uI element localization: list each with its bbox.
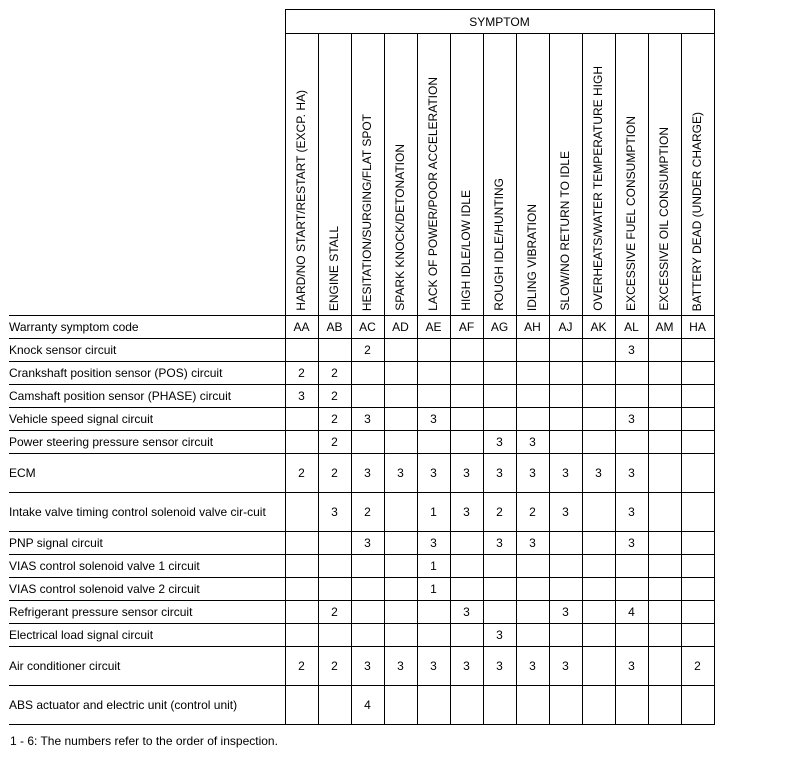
inspection-order-cell	[648, 408, 681, 431]
inspection-order-cell: 3	[450, 454, 483, 493]
inspection-order-cell	[681, 385, 714, 408]
symptom-code-cell: AE	[417, 316, 450, 339]
inspection-order-cell	[615, 578, 648, 601]
symptom-matrix-table	[9, 9, 715, 725]
symptom-column-header	[384, 34, 417, 316]
inspection-order-cell	[285, 532, 318, 555]
footnote: 1 - 6: The numbers refer to the order of inspection.	[10, 734, 278, 748]
inspection-order-cell: 3	[384, 647, 417, 686]
inspection-order-cell	[450, 385, 483, 408]
inspection-order-cell	[285, 408, 318, 431]
inspection-order-cell	[516, 408, 549, 431]
row-label: Camshaft position sensor (PHASE) circuit	[9, 385, 285, 408]
inspection-order-cell: 2	[285, 362, 318, 385]
inspection-order-cell	[417, 385, 450, 408]
inspection-order-cell: 3	[417, 647, 450, 686]
inspection-order-cell	[285, 578, 318, 601]
symptom-code-cell: AG	[483, 316, 516, 339]
inspection-order-cell: 3	[549, 493, 582, 532]
symptom-label: BATTERY DEAD (UNDER CHARGE)	[690, 111, 704, 311]
table-row	[9, 339, 714, 362]
inspection-order-cell	[549, 555, 582, 578]
inspection-order-cell: 3	[318, 493, 351, 532]
table-row	[9, 555, 714, 578]
inspection-order-cell: 3	[516, 431, 549, 454]
inspection-order-cell	[483, 686, 516, 725]
inspection-order-cell	[285, 555, 318, 578]
inspection-order-cell	[318, 686, 351, 725]
inspection-order-cell	[483, 339, 516, 362]
inspection-order-cell	[417, 686, 450, 725]
inspection-order-cell: 3	[483, 431, 516, 454]
inspection-order-cell	[549, 578, 582, 601]
symptom-column-header	[318, 34, 351, 316]
inspection-order-cell	[450, 624, 483, 647]
symptom-code-cell: AA	[285, 316, 318, 339]
symptom-label: LACK OF POWER/POOR ACCELERATION	[426, 77, 440, 311]
inspection-order-cell	[648, 493, 681, 532]
warranty-code-row	[9, 316, 714, 339]
symptom-code-cell: AB	[318, 316, 351, 339]
symptom-code-cell: AM	[648, 316, 681, 339]
inspection-order-cell	[318, 624, 351, 647]
inspection-order-cell: 2	[516, 493, 549, 532]
inspection-order-cell: 4	[615, 601, 648, 624]
inspection-order-cell	[285, 493, 318, 532]
inspection-order-cell	[351, 555, 384, 578]
corner-blank	[9, 10, 285, 316]
inspection-order-cell	[549, 385, 582, 408]
table-row	[9, 686, 714, 725]
inspection-order-cell	[351, 624, 384, 647]
inspection-order-cell: 3	[483, 454, 516, 493]
inspection-order-cell: 3	[582, 454, 615, 493]
inspection-order-cell	[450, 408, 483, 431]
inspection-order-cell: 3	[483, 532, 516, 555]
inspection-order-cell	[582, 647, 615, 686]
inspection-order-cell	[516, 555, 549, 578]
inspection-order-cell	[384, 408, 417, 431]
symptom-code-cell: AC	[351, 316, 384, 339]
table-row	[9, 647, 714, 686]
inspection-order-cell: 3	[615, 408, 648, 431]
inspection-order-cell	[516, 385, 549, 408]
inspection-order-cell	[384, 532, 417, 555]
inspection-order-cell	[516, 362, 549, 385]
inspection-order-cell: 1	[417, 493, 450, 532]
inspection-order-cell: 3	[615, 532, 648, 555]
inspection-order-cell	[648, 532, 681, 555]
symptom-column-header	[351, 34, 384, 316]
inspection-order-cell: 3	[615, 647, 648, 686]
inspection-order-cell	[483, 601, 516, 624]
inspection-order-cell	[450, 686, 483, 725]
inspection-order-cell	[483, 362, 516, 385]
table-row	[9, 362, 714, 385]
inspection-order-cell	[681, 555, 714, 578]
inspection-order-cell	[582, 408, 615, 431]
symptom-column-header	[549, 34, 582, 316]
inspection-order-cell: 3	[384, 454, 417, 493]
inspection-order-cell: 2	[285, 454, 318, 493]
inspection-order-cell	[681, 493, 714, 532]
row-label: Refrigerant pressure sensor circuit	[9, 601, 285, 624]
table-row	[9, 454, 714, 493]
inspection-order-cell	[648, 647, 681, 686]
inspection-order-cell	[417, 624, 450, 647]
inspection-order-cell	[516, 624, 549, 647]
inspection-order-cell	[549, 686, 582, 725]
inspection-order-cell: 3	[285, 385, 318, 408]
inspection-order-cell	[549, 532, 582, 555]
row-label: Intake valve timing control solenoid valve cir-cuit	[9, 493, 285, 532]
inspection-order-cell	[582, 686, 615, 725]
inspection-order-cell	[549, 408, 582, 431]
inspection-order-cell: 3	[615, 339, 648, 362]
symptom-label: ENGINE STALL	[327, 225, 341, 311]
inspection-order-cell: 1	[417, 555, 450, 578]
inspection-order-cell	[318, 578, 351, 601]
symptom-column-header	[417, 34, 450, 316]
symptom-code-cell: AF	[450, 316, 483, 339]
inspection-order-cell: 2	[351, 339, 384, 362]
symptom-header: SYMPTOM	[285, 10, 714, 34]
inspection-order-cell: 2	[351, 493, 384, 532]
inspection-order-cell: 3	[516, 647, 549, 686]
inspection-order-cell: 3	[549, 601, 582, 624]
inspection-order-cell	[351, 362, 384, 385]
symptom-column-header	[483, 34, 516, 316]
inspection-order-cell	[417, 601, 450, 624]
inspection-order-cell: 2	[318, 408, 351, 431]
row-label: Electrical load signal circuit	[9, 624, 285, 647]
inspection-order-cell	[648, 601, 681, 624]
inspection-order-cell	[285, 686, 318, 725]
inspection-order-cell: 3	[483, 624, 516, 647]
inspection-order-cell	[351, 601, 384, 624]
inspection-order-cell: 3	[351, 532, 384, 555]
inspection-order-cell	[582, 601, 615, 624]
inspection-order-cell	[318, 339, 351, 362]
inspection-order-cell	[681, 686, 714, 725]
inspection-order-cell	[483, 385, 516, 408]
symptom-label: EXCESSIVE FUEL CONSUMPTION	[624, 116, 638, 311]
symptom-column-header	[681, 34, 714, 316]
inspection-order-cell	[483, 555, 516, 578]
inspection-order-cell	[417, 431, 450, 454]
inspection-order-cell	[285, 601, 318, 624]
inspection-order-cell: 3	[549, 454, 582, 493]
inspection-order-cell: 2	[318, 601, 351, 624]
inspection-order-cell: 3	[351, 408, 384, 431]
inspection-order-cell: 3	[417, 454, 450, 493]
symptom-code-cell: AK	[582, 316, 615, 339]
inspection-order-cell	[384, 431, 417, 454]
symptom-label: HIGH IDLE/LOW IDLE	[459, 190, 473, 311]
inspection-order-cell	[681, 408, 714, 431]
inspection-order-cell	[648, 555, 681, 578]
inspection-order-cell: 3	[549, 647, 582, 686]
table-row	[9, 578, 714, 601]
inspection-order-cell	[681, 454, 714, 493]
inspection-order-cell	[648, 624, 681, 647]
inspection-order-cell: 1	[417, 578, 450, 601]
inspection-order-cell	[384, 493, 417, 532]
row-label: Knock sensor circuit	[9, 339, 285, 362]
inspection-order-cell	[681, 578, 714, 601]
inspection-order-cell	[582, 532, 615, 555]
inspection-order-cell	[384, 555, 417, 578]
symptom-label: EXCESSIVE OIL CONSUMPTION	[657, 127, 671, 311]
inspection-order-cell	[681, 431, 714, 454]
row-label: VIAS control solenoid valve 2 circuit	[9, 578, 285, 601]
inspection-order-cell	[516, 578, 549, 601]
inspection-order-cell: 3	[351, 454, 384, 493]
inspection-order-cell	[450, 431, 483, 454]
inspection-order-cell	[285, 431, 318, 454]
inspection-order-cell: 3	[516, 532, 549, 555]
inspection-order-cell	[450, 555, 483, 578]
inspection-order-cell	[648, 339, 681, 362]
symptom-code-cell: AD	[384, 316, 417, 339]
inspection-order-cell	[450, 532, 483, 555]
inspection-order-cell: 3	[483, 647, 516, 686]
inspection-order-cell: 2	[681, 647, 714, 686]
symptom-column-header	[582, 34, 615, 316]
inspection-order-cell: 2	[318, 362, 351, 385]
inspection-order-cell	[384, 578, 417, 601]
inspection-order-cell	[417, 362, 450, 385]
inspection-order-cell: 4	[351, 686, 384, 725]
inspection-order-cell: 2	[318, 454, 351, 493]
inspection-order-cell	[417, 339, 450, 362]
table-row	[9, 385, 714, 408]
table-row	[9, 624, 714, 647]
symptom-label: SLOW/NO RETURN TO IDLE	[558, 151, 572, 311]
inspection-order-cell	[549, 362, 582, 385]
inspection-order-cell: 3	[516, 454, 549, 493]
inspection-order-cell	[516, 601, 549, 624]
inspection-order-cell	[450, 339, 483, 362]
inspection-order-cell	[582, 431, 615, 454]
inspection-order-cell	[516, 686, 549, 725]
inspection-order-cell	[285, 624, 318, 647]
symptom-code-cell: HA	[681, 316, 714, 339]
symptom-column-header	[285, 34, 318, 316]
symptom-column-header	[615, 34, 648, 316]
symptom-label: HESITATION/SURGING/FLAT SPOT	[360, 113, 374, 311]
inspection-order-cell: 2	[318, 431, 351, 454]
inspection-order-cell	[516, 339, 549, 362]
row-label: VIAS control solenoid valve 1 circuit	[9, 555, 285, 578]
inspection-order-cell	[549, 431, 582, 454]
inspection-order-cell	[681, 339, 714, 362]
symptom-label: IDLING VIBRATION	[525, 203, 539, 311]
inspection-order-cell	[450, 578, 483, 601]
inspection-order-cell	[648, 454, 681, 493]
inspection-order-cell	[549, 339, 582, 362]
inspection-order-cell	[648, 362, 681, 385]
inspection-order-cell	[648, 686, 681, 725]
inspection-order-cell: 2	[285, 647, 318, 686]
inspection-order-cell	[681, 601, 714, 624]
inspection-order-cell: 3	[615, 493, 648, 532]
inspection-order-cell: 2	[318, 385, 351, 408]
inspection-order-cell	[582, 578, 615, 601]
inspection-order-cell	[384, 601, 417, 624]
symptom-label: ROUGH IDLE/HUNTING	[492, 178, 506, 311]
row-label: ABS actuator and electric unit (control unit)	[9, 686, 285, 725]
inspection-order-cell	[681, 362, 714, 385]
inspection-order-cell	[615, 362, 648, 385]
inspection-order-cell: 3	[450, 647, 483, 686]
inspection-order-cell	[615, 431, 648, 454]
inspection-order-cell	[351, 431, 384, 454]
inspection-order-cell	[615, 385, 648, 408]
inspection-order-cell	[318, 555, 351, 578]
inspection-order-cell	[384, 385, 417, 408]
symptom-code-cell: AJ	[549, 316, 582, 339]
inspection-order-cell	[384, 686, 417, 725]
inspection-order-cell	[582, 385, 615, 408]
inspection-order-cell	[648, 431, 681, 454]
inspection-order-cell	[384, 624, 417, 647]
symptom-code-cell: AL	[615, 316, 648, 339]
inspection-order-cell	[318, 532, 351, 555]
inspection-order-cell: 2	[483, 493, 516, 532]
row-label: Power steering pressure sensor circuit	[9, 431, 285, 454]
row-label: Crankshaft position sensor (POS) circuit	[9, 362, 285, 385]
symptom-column-header	[450, 34, 483, 316]
inspection-order-cell	[483, 408, 516, 431]
inspection-order-cell	[483, 578, 516, 601]
table-row	[9, 431, 714, 454]
table-row	[9, 408, 714, 431]
inspection-order-cell	[582, 624, 615, 647]
inspection-order-cell	[582, 493, 615, 532]
inspection-order-cell	[615, 555, 648, 578]
inspection-order-cell: 3	[615, 454, 648, 493]
inspection-order-cell	[615, 624, 648, 647]
table-row	[9, 532, 714, 555]
row-label: Warranty symptom code	[9, 316, 285, 339]
row-label: ECM	[9, 454, 285, 493]
inspection-order-cell	[351, 385, 384, 408]
inspection-order-cell	[351, 578, 384, 601]
inspection-order-cell: 3	[450, 493, 483, 532]
symptom-column-header	[516, 34, 549, 316]
inspection-order-cell	[450, 362, 483, 385]
inspection-order-cell	[384, 339, 417, 362]
row-label: Air conditioner circuit	[9, 647, 285, 686]
symptom-code-cell: AH	[516, 316, 549, 339]
symptom-column-header	[648, 34, 681, 316]
inspection-order-cell: 3	[417, 408, 450, 431]
row-label: Vehicle speed signal circuit	[9, 408, 285, 431]
inspection-order-cell	[582, 339, 615, 362]
row-label: PNP signal circuit	[9, 532, 285, 555]
inspection-order-cell	[681, 624, 714, 647]
inspection-order-cell: 3	[351, 647, 384, 686]
symptom-label: OVERHEATS/WATER TEMPERATURE HIGH	[591, 66, 605, 311]
table-row	[9, 601, 714, 624]
symptom-label: HARD/NO START/RESTART (EXCP. HA)	[294, 90, 308, 311]
inspection-order-cell: 2	[318, 647, 351, 686]
diagnosis-rows	[9, 316, 714, 725]
inspection-order-cell	[285, 339, 318, 362]
inspection-order-cell	[681, 532, 714, 555]
inspection-order-cell	[582, 362, 615, 385]
inspection-order-cell: 3	[450, 601, 483, 624]
symptom-label: SPARK KNOCK/DETONATION	[393, 144, 407, 311]
inspection-order-cell	[384, 362, 417, 385]
inspection-order-cell	[648, 385, 681, 408]
inspection-order-cell	[582, 555, 615, 578]
inspection-order-cell: 3	[417, 532, 450, 555]
inspection-order-cell	[549, 624, 582, 647]
inspection-order-cell	[648, 578, 681, 601]
table-row	[9, 493, 714, 532]
inspection-order-cell	[615, 686, 648, 725]
